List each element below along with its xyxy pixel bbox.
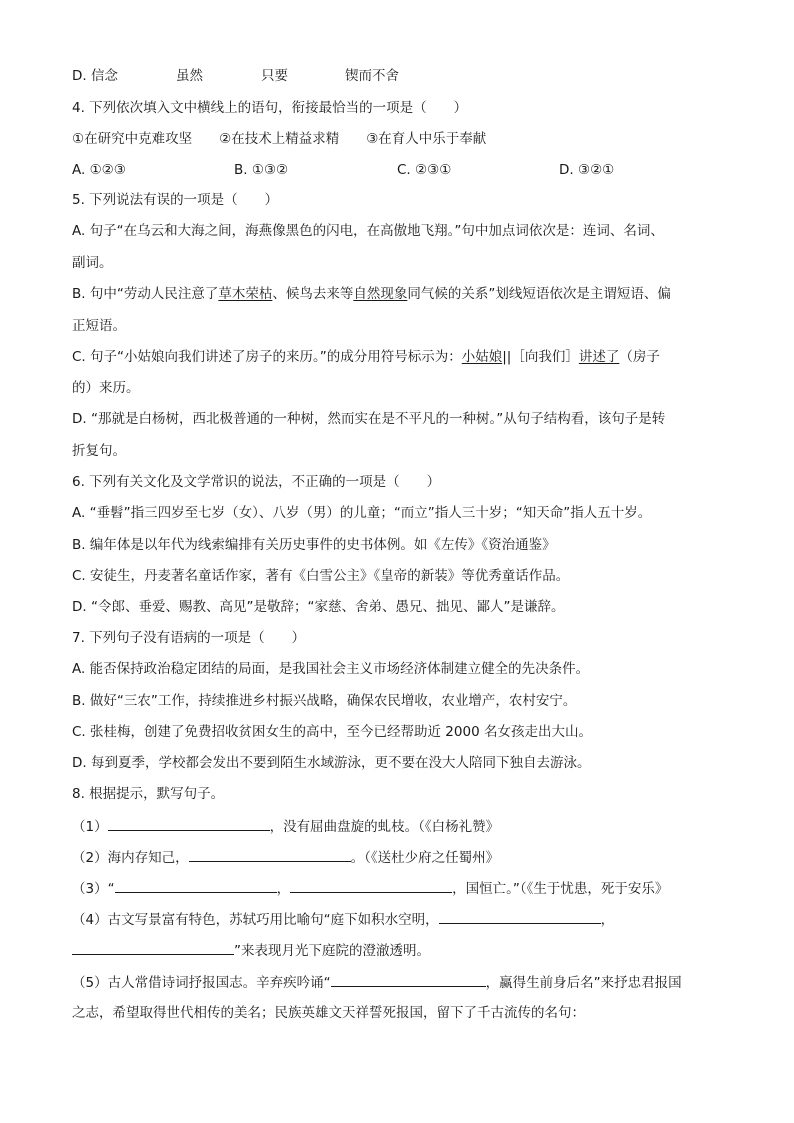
q4-option-a: A. ①②③ (72, 162, 126, 178)
q4-option-c: C. ②③① (397, 162, 452, 178)
answer-blank[interactable] (290, 878, 452, 893)
q5-option-a-line1: A. 句子“在乌云和大海之间，海燕像黑色的闪电，在高傲地飞翔。”句中加点词依次是：连词、名词、 (72, 223, 664, 239)
q8-item-4-text: ， (600, 912, 615, 928)
q3-option-d-word2: 只要 (261, 68, 288, 84)
q4-stem: 4. 下列依次填入文中横线上的语句，衔接最恰当的一项是（ ） (72, 100, 468, 116)
q7-option-a: A. 能否保持政治稳定团结的局面，是我国社会主义市场经济体制建立健全的先决条件。 (72, 661, 590, 677)
answer-blank[interactable] (189, 847, 351, 862)
q5-option-a-line2: 副词。 (72, 255, 113, 271)
q8-item-4-line2 (72, 940, 430, 961)
q5-b-underlined-2: 自然现象 (353, 286, 408, 302)
q5-option-c-line1 (72, 347, 660, 367)
q5-b-text: 同气候的关系”划线短语依次是主谓短语、偏 (407, 286, 671, 302)
q3-option-d-label: D. 信念 (72, 68, 118, 84)
q8-stem: 8. 根据提示，默写句子。 (72, 786, 225, 802)
q8-item-5-line2: 之志，希望取得世代相传的美名；民族英雄文天祥誓死报国，留下了千古流传的名句： (72, 1005, 585, 1021)
q5-option-d-line2: 折复句。 (72, 443, 126, 459)
q3-option-d-word3: 锲而不舍 (345, 68, 399, 84)
q4-option-b: B. ①③② (234, 162, 289, 178)
q5-c-underlined-2: 讲述了 (578, 349, 620, 365)
q8-item-3-text: （3）“ (72, 881, 115, 897)
q3-option-d-word1: 虽然 (176, 68, 203, 84)
q6-option-d: D. “令郎、垂爱、赐教、高见”是敬辞；“家慈、舍弟、愚兄、拙见、鄙人”是谦辞。 (72, 599, 565, 615)
q8-item-5-line1 (72, 972, 682, 993)
q4-items: ①在研究中克难攻坚 ②在技术上精益求精 ③在育人中乐于奉献 (72, 131, 487, 147)
q8-item-5-text: ，赢得生前身后名”来抒忠君报国 (485, 975, 682, 991)
answer-blank[interactable] (331, 972, 486, 987)
q4-option-d: D. ③②① (559, 162, 615, 178)
q8-item-3-text: ， (276, 881, 291, 897)
q5-option-b-line2: 正短语。 (72, 318, 126, 334)
q8-item-1-text: ，没有屈曲盘旋的虬枝。（《白杨礼赞》 (269, 819, 500, 835)
q8-item-4-text: ”来表现月光下庭院的澄澈透明。 (234, 943, 430, 959)
q5-b-text: 、候鸟去来等 (272, 286, 354, 302)
q8-item-4-text: （4）古文写景富有特色，苏轼巧用比喻句“庭下如积水空明， (72, 912, 439, 928)
answer-blank[interactable] (115, 878, 277, 893)
q5-stem: 5. 下列说法有误的一项是（ ） (72, 192, 279, 208)
answer-blank[interactable] (439, 909, 601, 924)
q6-option-c: C. 安徒生，丹麦著名童话作家，著有《白雪公主》《皇帝的新装》等优秀童话作品。 (72, 568, 570, 584)
q5-option-d-line1: D. “那就是白杨树，西北极普通的一种树，然而实在是不平凡的一种树。”从句子结构看，该句子是转 (72, 411, 666, 427)
q5-b-underlined-1: 草木荣枯 (218, 286, 273, 302)
q8-item-3-text: ，国恒亡。”（《生于忧患，死于安乐》 (452, 881, 669, 897)
q5-c-text: （房子 (619, 349, 660, 365)
q5-b-text: B. 句中“劳动人民注意了 (72, 286, 219, 302)
answer-blank[interactable] (108, 816, 270, 831)
q8-item-3 (72, 878, 668, 899)
q6-stem: 6. 下列有关文化及文学常识的说法，不正确的一项是（ ） (72, 474, 441, 490)
q8-item-2-text: 。（《送杜少府之任蜀州》 (350, 850, 500, 866)
q5-option-c-line2: 的）来历。 (72, 380, 140, 396)
q6-option-b: B. 编年体是以年代为线索编排有关历史事件的史书体例。如《左传》《资治通鉴》 (72, 537, 556, 553)
q5-option-b-line1 (72, 284, 671, 304)
q7-option-c: C. 张桂梅，创建了免费招收贫困女生的高中，至今已经帮助近 2000 名女孩走出大山。 (72, 724, 592, 740)
answer-blank[interactable] (72, 940, 234, 955)
q8-item-2 (72, 847, 499, 868)
q8-item-4-line1 (72, 909, 614, 930)
q8-item-1 (72, 816, 499, 837)
q7-stem: 7. 下列句子没有语病的一项是（ ） (72, 630, 306, 646)
q8-item-2-text: （2）海内存知己， (72, 850, 189, 866)
q7-option-b: B. 做好“三农”工作，持续推进乡村振兴战略，确保农民增收，农业增产，农村安宁。 (72, 693, 577, 709)
q5-c-underlined-1: 小姑娘 (461, 349, 503, 365)
q8-item-5-text: （5）古人常借诗词抒报国志。辛弃疾吟诵“ (72, 975, 331, 991)
q5-c-text: C. 句子“小姑娘向我们讲述了房子的来历。”的成分用符号标示为： (72, 349, 462, 365)
q5-c-text: ||［向我们］ (502, 349, 579, 365)
q7-option-d: D. 每到夏季，学校都会发出不要到陌生水域游泳，更不要在没大人陪同下独自去游泳。 (72, 755, 591, 771)
q6-option-a: A. “垂髫”指三四岁至七岁（女）、八岁（男）的儿童；“而立”指人三十岁；“知天命”指人五十岁。 (72, 505, 652, 521)
q8-item-1-number: （1） (72, 819, 108, 835)
